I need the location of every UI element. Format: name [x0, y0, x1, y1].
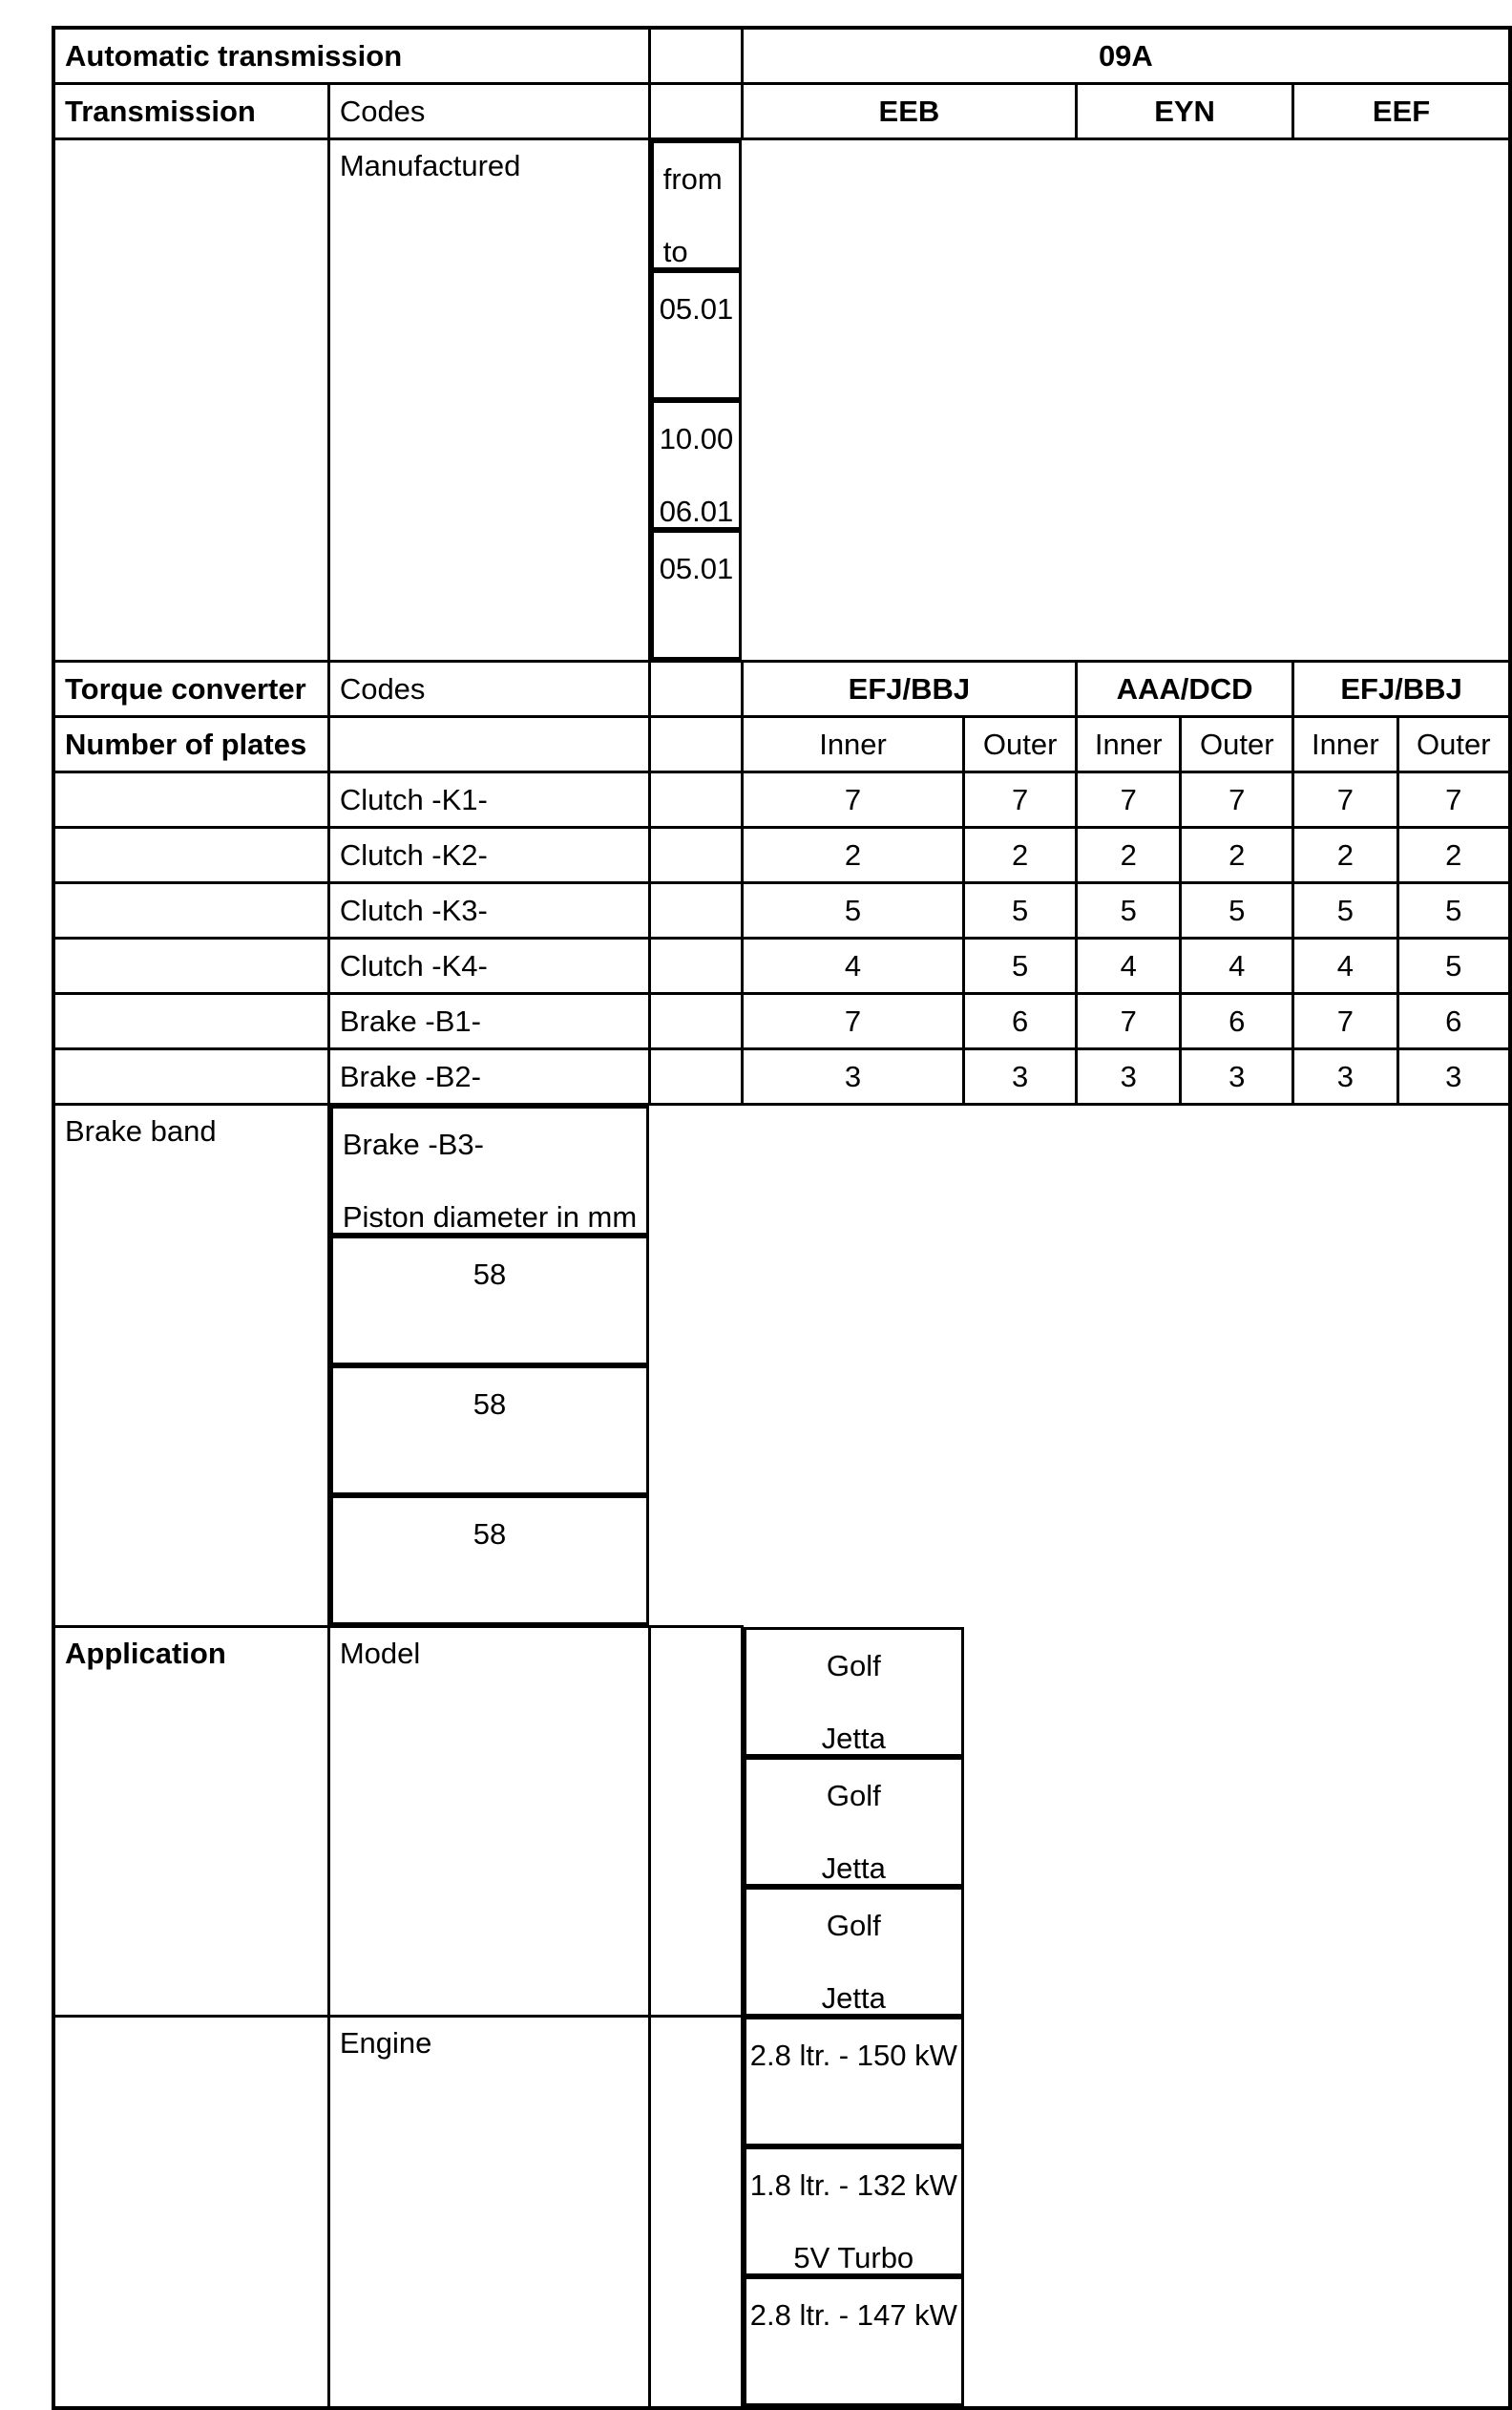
model-name: Jetta	[821, 1850, 886, 1885]
plate-count: 3	[1181, 1049, 1293, 1105]
engine-cell	[744, 2276, 964, 2406]
table-row	[53, 994, 1510, 1049]
plate-count: 7	[964, 772, 1077, 828]
inner-header: Inner	[1293, 717, 1397, 772]
plate-count: 7	[742, 772, 964, 828]
to-label: to	[662, 235, 688, 268]
table-row	[53, 1049, 1510, 1105]
transmission-code: EEF	[1293, 84, 1510, 139]
piston-diameter-label: Piston diameter in mm	[342, 1200, 638, 1234]
transmission-spec-table	[52, 26, 1512, 2410]
empty-cell	[649, 994, 742, 1049]
torque-converter-code: EFJ/BBJ	[742, 662, 1076, 717]
model-label: Model	[328, 1627, 649, 2017]
table-row	[53, 772, 1510, 828]
plate-count: 5	[964, 939, 1077, 994]
empty-cell	[649, 1627, 742, 2017]
empty-cell	[649, 883, 742, 939]
from-date: 05.01	[659, 552, 734, 585]
model-name: Golf	[826, 1908, 881, 1942]
plate-count: 2	[1397, 828, 1510, 883]
manufactured-label: Manufactured	[328, 139, 649, 662]
engine-cell	[744, 2146, 964, 2276]
model-name: Jetta	[821, 1980, 886, 2015]
inner-header: Inner	[1077, 717, 1181, 772]
header-row	[53, 28, 1510, 84]
table-row	[53, 883, 1510, 939]
plate-count: 6	[1397, 994, 1510, 1049]
empty-cell	[53, 883, 328, 939]
transmission-code: EEB	[742, 84, 1076, 139]
plate-count: 5	[1397, 939, 1510, 994]
transmission-family: 09A	[742, 28, 1510, 84]
plate-count: 2	[964, 828, 1077, 883]
plate-count: 7	[1293, 994, 1397, 1049]
plate-count: 7	[1293, 772, 1397, 828]
brake-b3-label: Brake -B3-	[342, 1128, 484, 1161]
plate-count: 2	[742, 828, 964, 883]
plate-count: 2	[1293, 828, 1397, 883]
plate-count: 7	[1077, 994, 1181, 1049]
plate-count: 6	[1181, 994, 1293, 1049]
plate-count: 7	[1181, 772, 1293, 828]
empty-cell	[53, 1049, 328, 1105]
application-model-row	[53, 1627, 1510, 2017]
plate-component-name: Clutch -K2-	[328, 828, 649, 883]
plate-count: 2	[1077, 828, 1181, 883]
transmission-code: EYN	[1077, 84, 1293, 139]
empty-cell	[649, 939, 742, 994]
empty-cell	[649, 717, 742, 772]
table-row	[53, 939, 1510, 994]
plate-count: 5	[1077, 883, 1181, 939]
to-date: 06.01	[659, 495, 734, 528]
plate-count: 7	[742, 994, 964, 1049]
brake-band-row	[53, 1105, 1510, 1627]
engine-cell	[744, 2017, 964, 2146]
torque-converter-row	[53, 662, 1510, 717]
inner-header: Inner	[742, 717, 964, 772]
plate-count: 3	[964, 1049, 1077, 1105]
plate-count: 3	[1293, 1049, 1397, 1105]
plate-count: 4	[742, 939, 964, 994]
empty-cell	[53, 994, 328, 1049]
manufactured-dates	[651, 270, 743, 400]
model-cell	[744, 1627, 964, 1757]
empty-cell	[649, 84, 742, 139]
plate-count: 7	[1077, 772, 1181, 828]
empty-cell	[53, 772, 328, 828]
plate-count: 6	[964, 994, 1077, 1049]
plate-count: 4	[1181, 939, 1293, 994]
transmission-codes-row	[53, 84, 1510, 139]
model-cell	[744, 1887, 964, 2017]
torque-converter-code: EFJ/BBJ	[1293, 662, 1510, 717]
plate-count: 5	[742, 883, 964, 939]
plate-count: 7	[1397, 772, 1510, 828]
piston-diameter-value: 58	[330, 1495, 649, 1625]
header-label: Automatic transmission	[53, 28, 649, 84]
manufactured-dates	[651, 530, 743, 660]
plate-component-name: Brake -B1-	[328, 994, 649, 1049]
engine-spec: 2.8 ltr. - 150 kW	[749, 2038, 957, 2072]
plate-count: 5	[1293, 883, 1397, 939]
plate-count: 4	[1293, 939, 1397, 994]
plate-count: 3	[742, 1049, 964, 1105]
model-name: Jetta	[821, 1721, 886, 1755]
engine-label: Engine	[328, 2017, 649, 2408]
engine-spec: 5V Turbo	[793, 2240, 914, 2274]
plate-count: 4	[1077, 939, 1181, 994]
application-label: Application	[53, 1627, 328, 2017]
empty-cell	[328, 717, 649, 772]
number-of-plates-label: Number of plates	[53, 717, 328, 772]
model-name: Golf	[826, 1778, 881, 1812]
empty-cell	[53, 939, 328, 994]
empty-cell	[53, 828, 328, 883]
application-engine-row	[53, 2017, 1510, 2408]
empty-cell	[649, 662, 742, 717]
outer-header: Outer	[1181, 717, 1293, 772]
from-to-labels	[651, 140, 743, 270]
outer-header: Outer	[964, 717, 1077, 772]
empty-cell	[649, 772, 742, 828]
plate-component-name: Clutch -K3-	[328, 883, 649, 939]
plate-count: 5	[964, 883, 1077, 939]
plate-count: 3	[1077, 1049, 1181, 1105]
manufactured-row	[53, 139, 1510, 662]
engine-spec: 1.8 ltr. - 132 kW	[749, 2167, 957, 2202]
plates-header-row	[53, 717, 1510, 772]
empty-cell	[649, 2017, 742, 2408]
torque-converter-label: Torque converter	[53, 662, 328, 717]
empty-cell	[53, 2017, 328, 2408]
plate-count: 5	[1397, 883, 1510, 939]
plate-count: 2	[1181, 828, 1293, 883]
transmission-label: Transmission	[53, 84, 328, 139]
model-name: Golf	[826, 1648, 881, 1682]
empty-cell	[649, 1049, 742, 1105]
brake-band-description	[330, 1106, 649, 1236]
codes-label: Codes	[328, 84, 649, 139]
plate-component-name: Clutch -K1-	[328, 772, 649, 828]
brake-band-label: Brake band	[53, 1105, 328, 1627]
piston-diameter-value: 58	[330, 1365, 649, 1495]
model-cell	[744, 1757, 964, 1887]
empty-cell	[649, 28, 742, 84]
from-date: 10.00	[659, 422, 734, 455]
empty-cell	[649, 828, 742, 883]
engine-spec: 2.8 ltr. - 147 kW	[749, 2297, 957, 2332]
plate-component-name: Clutch -K4-	[328, 939, 649, 994]
torque-converter-code: AAA/DCD	[1077, 662, 1293, 717]
codes-label: Codes	[328, 662, 649, 717]
table-row	[53, 828, 1510, 883]
plate-count: 5	[1181, 883, 1293, 939]
outer-header: Outer	[1397, 717, 1510, 772]
piston-diameter-value: 58	[330, 1236, 649, 1365]
plate-component-name: Brake -B2-	[328, 1049, 649, 1105]
manufactured-dates	[651, 400, 743, 530]
from-label: from	[662, 162, 723, 196]
plate-count: 3	[1397, 1049, 1510, 1105]
from-date: 05.01	[659, 292, 734, 326]
empty-cell	[53, 139, 328, 662]
